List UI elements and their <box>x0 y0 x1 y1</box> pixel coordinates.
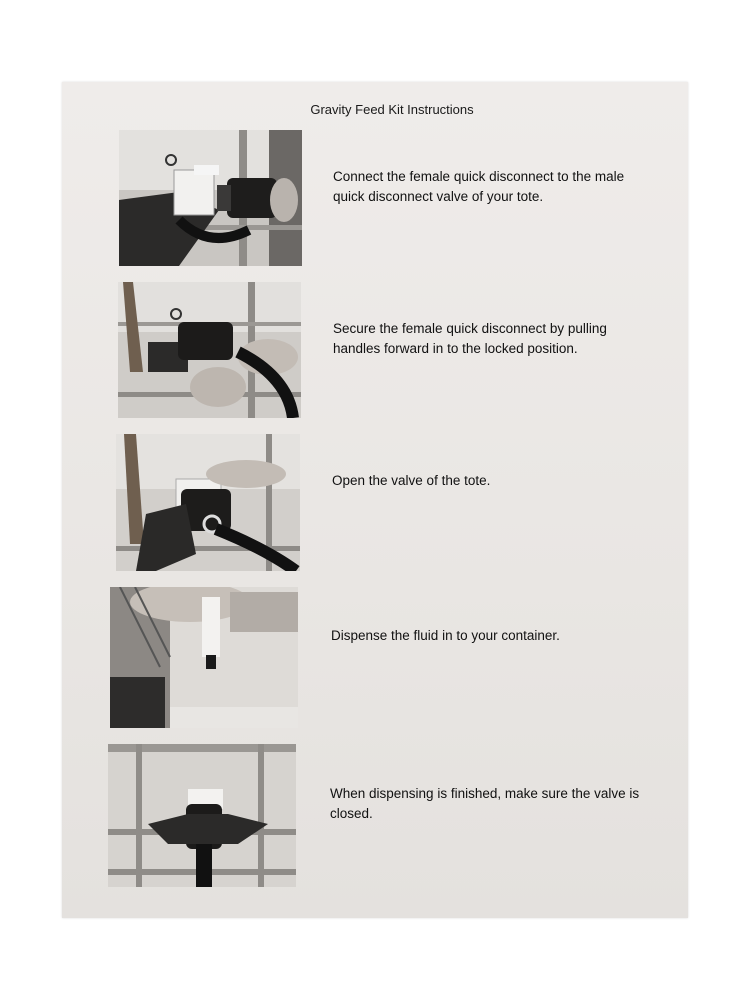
step-5-text: When dispensing is finished, make sure the valve is closed. <box>330 786 640 821</box>
step-1-text: Connect the female quick disconnect to the male quick disconnect valve of your tote. <box>333 169 625 204</box>
step-4-text: Dispense the fluid in to your container. <box>331 628 560 643</box>
page-title: Gravity Feed Kit Instructions <box>310 102 474 117</box>
step-3-text: Open the valve of the tote. <box>332 473 491 488</box>
step-1-photo <box>119 130 302 266</box>
step-2-photo <box>118 282 301 418</box>
instruction-sheet <box>62 82 688 918</box>
step-2-text: Secure the female quick disconnect by pulling handles forward in to the locked position. <box>333 321 607 356</box>
step-3-photo <box>116 434 300 571</box>
step-5-photo <box>108 744 296 887</box>
step-4-photo <box>110 587 298 728</box>
